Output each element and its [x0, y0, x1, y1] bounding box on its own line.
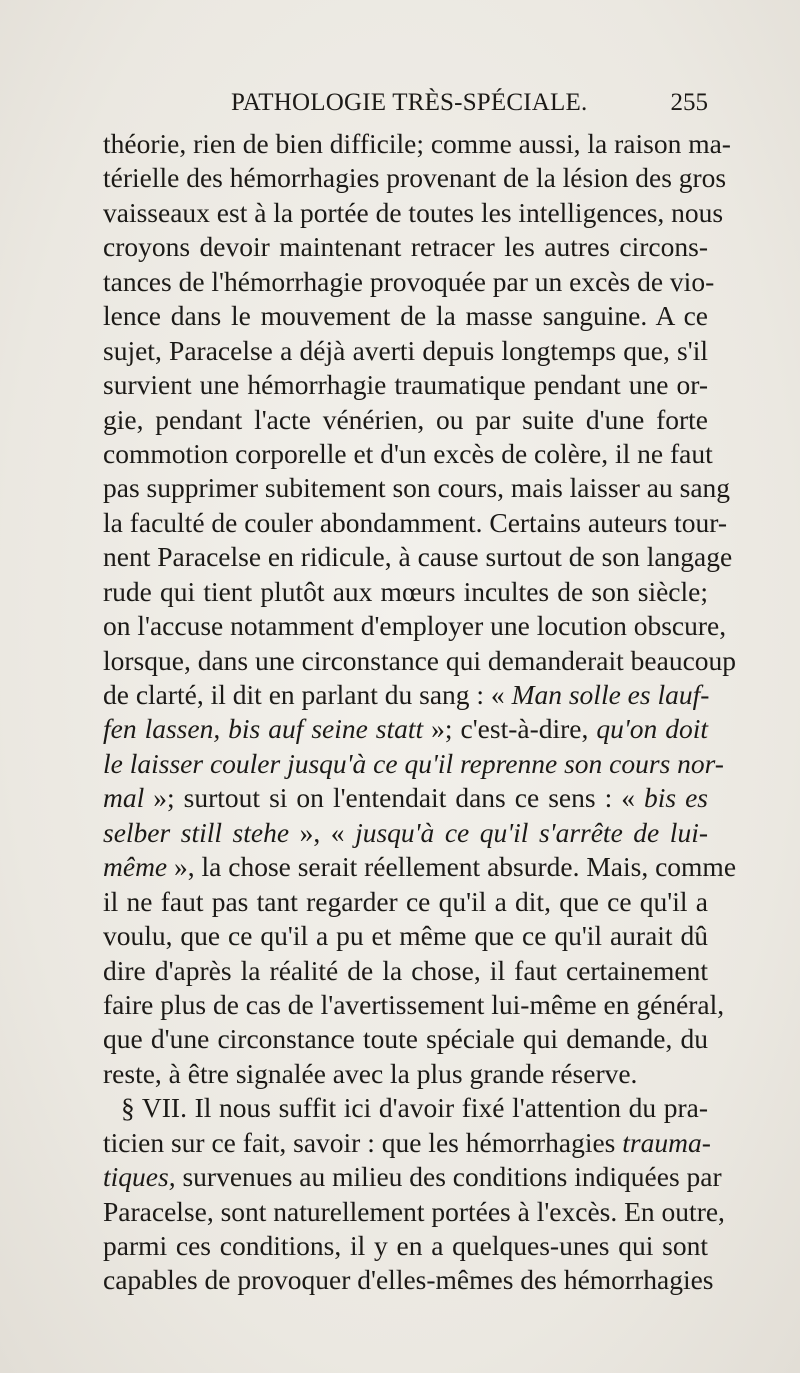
- text-run: parmi ces conditions, il y en a quelques-unes qui sont: [103, 1230, 708, 1261]
- text-line: [103, 1022, 708, 1056]
- text-run: pas supprimer subitement son cours, mais laisser au sang: [103, 472, 731, 504]
- text-line: [103, 919, 708, 953]
- text-run: », la chose serait réellement absurde. Mais, comme: [167, 851, 737, 883]
- text-run: dire d'après la réalité de la chose, il faut certainement: [103, 954, 708, 986]
- text-line: [103, 299, 708, 333]
- text-run: rude qui tient plutôt aux mœurs incultes de son siècle;: [103, 575, 708, 607]
- body-text: [103, 127, 737, 1298]
- text-run: § VII. Il nous suffit ici d'avoir fixé l'attention du pra-: [121, 1092, 708, 1124]
- text-run: survient une hémorrhagie traumatique pendant une or-: [103, 369, 708, 401]
- text-line: [103, 988, 725, 1022]
- text-run: », «: [289, 816, 356, 848]
- text-run: voulu, que ce qu'il a pu et même que ce qu'il aurait dû: [103, 920, 708, 952]
- italic-text: selber still stehe: [103, 816, 290, 848]
- text-run: tances de l'hémorrhagie provoquée par un excès de vio-: [103, 265, 715, 297]
- italic-text: même: [103, 851, 168, 883]
- text-line: [103, 540, 733, 574]
- text-run: reste, à être signalée avec la plus grande réserve.: [103, 1057, 638, 1089]
- text-run: commotion corporelle et d'un excès de colère, il ne faut: [103, 437, 713, 469]
- text-line: [103, 1263, 714, 1297]
- text-run: gie, pendant l'acte vénérien, ou par suite d'une forte: [103, 403, 708, 435]
- italic-text: trauma-: [622, 1126, 711, 1158]
- text-line: [103, 1091, 708, 1125]
- text-line: [103, 471, 731, 505]
- text-run: théorie, rien de bien difficile; comme aussi, la raison ma-: [103, 128, 731, 159]
- text-run: faire plus de cas de l'avertissement lui-même en général,: [103, 988, 725, 1020]
- text-line: [103, 954, 708, 988]
- text-line: [103, 644, 737, 678]
- text-line: [103, 885, 708, 919]
- text-line: [103, 437, 713, 471]
- text-line: [103, 265, 715, 299]
- text-line: [103, 575, 708, 609]
- italic-text: bis es: [643, 782, 708, 814]
- text-run: croyons devoir maintenant retracer les autres circons-: [103, 231, 708, 263]
- text-line: [103, 1195, 725, 1229]
- italic-text: fen lassen, bis auf seine statt: [103, 713, 424, 745]
- text-run: »; c'est-à-dire,: [423, 713, 597, 745]
- text-line: [103, 506, 728, 540]
- text-line: [103, 127, 731, 161]
- text-line: [103, 1229, 708, 1263]
- text-line: [103, 196, 724, 230]
- text-run: lorsque, dans une circonstance qui demanderait beaucoup: [103, 644, 737, 676]
- text-run: on l'accuse notamment d'employer une locution obscure,: [103, 610, 727, 642]
- text-line: [103, 712, 708, 746]
- text-run: vaisseaux est à la portée de toutes les intelligences, nous: [103, 196, 724, 228]
- text-run: nent Paracelse en ridicule, à cause surtout de son langage: [103, 541, 733, 573]
- text-run: sujet, Paracelse a déjà averti depuis longtemps que, s'il: [103, 334, 708, 366]
- text-line: [103, 1160, 722, 1194]
- text-run: il ne faut pas tant regarder ce qu'il a dit, que ce qu'il a: [103, 885, 708, 917]
- text-line: [103, 609, 727, 643]
- italic-text: le laisser couler jusqu'à ce qu'il reprenne son cours nor-: [103, 747, 724, 779]
- text-line: [103, 368, 708, 402]
- text-line: [103, 1057, 708, 1091]
- running-title: PATHOLOGIE TRÈS-SPÉCIALE.: [231, 89, 588, 116]
- text-line: [103, 1126, 711, 1160]
- text-run: lence dans le mouvement de la masse sanguine. A ce: [103, 300, 708, 332]
- text-line: [103, 161, 727, 195]
- text-line: [103, 334, 708, 368]
- page-number: 255: [670, 89, 708, 116]
- text-run: la faculté de couler abondamment. Certains auteurs tour-: [103, 506, 728, 538]
- text-run: survenues au milieu des conditions indiquées par: [175, 1161, 722, 1193]
- italic-text: qu'on doit: [596, 713, 708, 745]
- text-line: [103, 850, 737, 884]
- text-line: [103, 781, 708, 815]
- text-line: [103, 747, 724, 781]
- text-run: »; surtout si on l'entendait dans ce sens : «: [144, 782, 644, 814]
- text-run: que d'une circonstance toute spéciale qui demande, du: [103, 1023, 708, 1055]
- text-line: [103, 678, 708, 712]
- text-run: de clarté, il dit en parlant du sang : «: [103, 679, 512, 710]
- text-line: [103, 403, 708, 437]
- text-run: Paracelse, sont naturellement portées à l'excès. En outre,: [103, 1195, 725, 1227]
- italic-text: jusqu'à ce qu'il s'arrête de lui-: [355, 816, 708, 848]
- text-run: capables de provoquer d'elles-mêmes des hémorrhagies: [103, 1264, 714, 1296]
- italic-text: tiques,: [103, 1161, 176, 1193]
- text-run: ticien sur ce fait, savoir : que les hémorrhagies: [103, 1126, 623, 1158]
- text-line: [103, 816, 708, 850]
- text-line: [103, 230, 708, 264]
- italic-text: Man solle es lauf-: [511, 679, 710, 710]
- italic-text: mal: [103, 782, 145, 814]
- running-head: [103, 89, 708, 123]
- text-run: térielle des hémorrhagies provenant de la lésion des gros: [103, 162, 727, 194]
